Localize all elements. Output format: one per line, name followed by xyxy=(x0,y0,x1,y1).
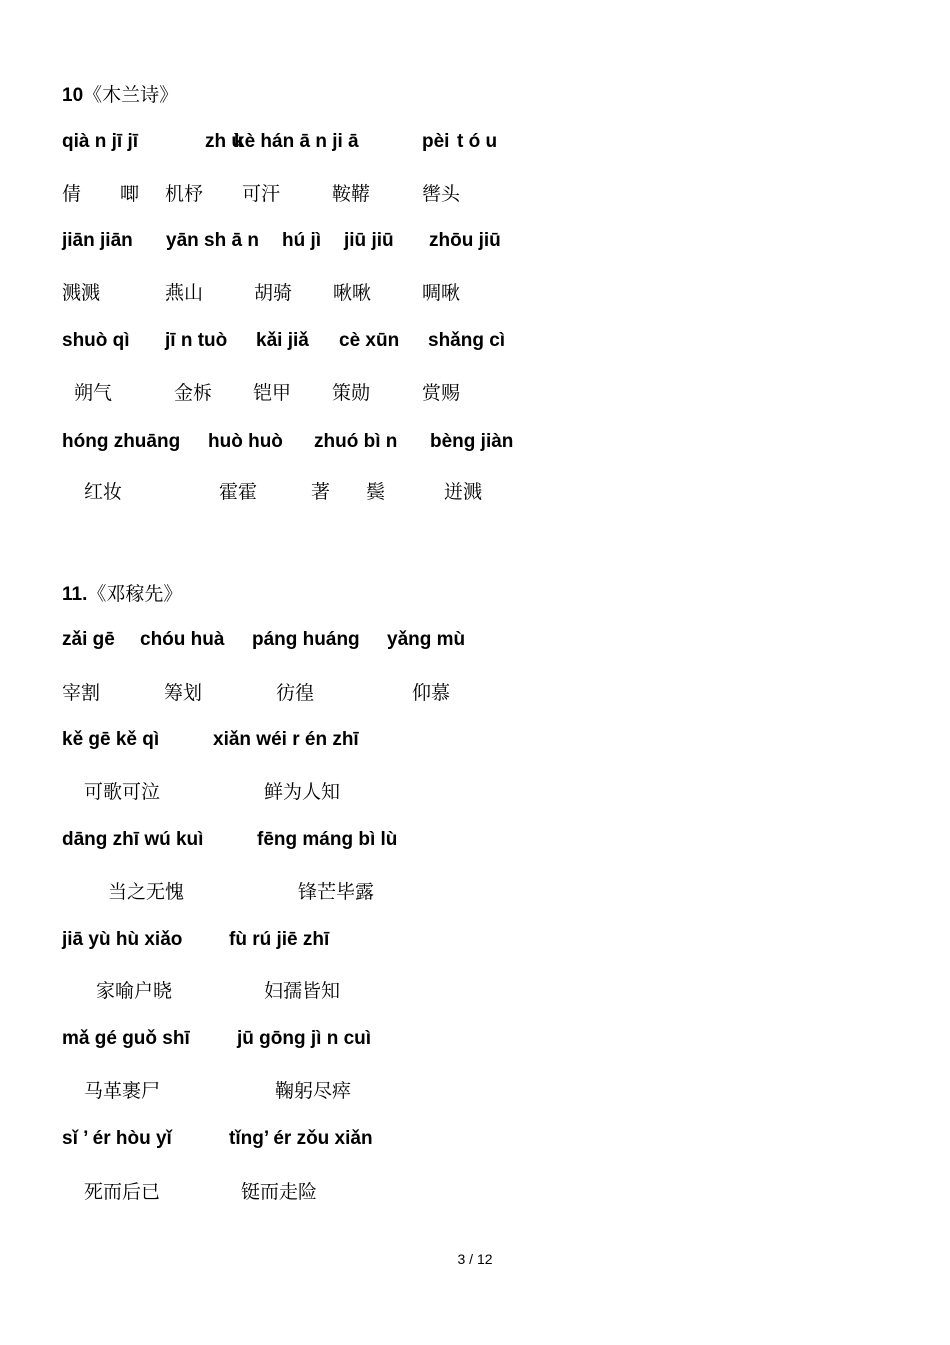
pinyin-word: kě gē kě qì xyxy=(62,729,160,750)
hanzi-word: 红妆 xyxy=(84,481,123,503)
section-title: 《木兰诗》 xyxy=(83,84,179,106)
hanzi-word: 宰割 xyxy=(62,682,101,704)
hanzi-word: 马革裹尸 xyxy=(84,1080,161,1102)
pinyin-word: jū gōng jì n cuì xyxy=(237,1028,372,1049)
hanzi-word: 霍霍 xyxy=(219,481,258,503)
pinyin-word: tǐng’ ér zǒu xiǎn xyxy=(229,1128,373,1149)
hanzi-word: 当之无愧 xyxy=(108,881,185,903)
page-number: 3 / 12 xyxy=(457,1251,493,1267)
pinyin-word: jiā yù hù xiǎo xyxy=(62,929,183,950)
pinyin-word: jiū jiū xyxy=(344,230,394,251)
pinyin-word: zhuó bì n xyxy=(314,431,398,452)
hanzi-word: 死而后已 xyxy=(84,1181,161,1203)
hanzi-word: 仰慕 xyxy=(412,682,451,704)
section-title: 《邓稼先》 xyxy=(87,583,183,605)
hanzi-word: 彷徨 xyxy=(276,682,315,704)
pinyin-word: zhōu jiū xyxy=(429,230,501,251)
hanzi-word: 唧 xyxy=(120,183,140,205)
section-heading-11 xyxy=(62,579,182,606)
hanzi-word: 辔头 xyxy=(422,183,461,205)
section-number: 11. xyxy=(62,584,88,605)
hanzi-word: 著 xyxy=(311,481,331,503)
pinyin-word: zǎi gē xyxy=(62,629,115,650)
pinyin-word: jī n tuò xyxy=(165,330,228,351)
hanzi-word: 妇孺皆知 xyxy=(264,980,341,1002)
pinyin-word: kǎi jiǎ xyxy=(256,330,309,351)
pinyin-word: fù rú jiē zhī xyxy=(229,929,330,950)
hanzi-word: 鬓 xyxy=(366,481,386,503)
hanzi-word: 倩 xyxy=(62,183,82,205)
hanzi-word: 燕山 xyxy=(165,282,204,304)
pinyin-word: zh ù xyxy=(205,131,243,152)
pinyin-word: pèi xyxy=(422,131,450,152)
pinyin-word: huò huò xyxy=(208,431,283,452)
pinyin-word: bèng jiàn xyxy=(430,431,514,452)
pinyin-word: cè xūn xyxy=(339,330,400,351)
hanzi-word: 筹划 xyxy=(164,682,203,704)
hanzi-word: 鞠躬尽瘁 xyxy=(275,1080,352,1102)
hanzi-word: 啾啾 xyxy=(333,282,372,304)
hanzi-word: 机杼 xyxy=(165,183,204,205)
hanzi-word: 鞍鞯 xyxy=(332,183,371,205)
hanzi-word: 溅溅 xyxy=(62,282,101,304)
pinyin-word: hóng zhuāng xyxy=(62,431,181,452)
pinyin-word: qià n jī jī xyxy=(62,131,139,152)
pinyin-word: páng huáng xyxy=(252,629,360,650)
hanzi-word: 啁啾 xyxy=(422,282,461,304)
hanzi-word: 金柝 xyxy=(174,382,213,404)
hanzi-word: 家喻户晓 xyxy=(96,980,173,1002)
pinyin-word: hú jì xyxy=(282,230,322,251)
pinyin-word: dāng zhī wú kuì xyxy=(62,829,204,850)
pinyin-word: fēng máng bì lù xyxy=(257,829,398,850)
pinyin-word: shǎng cì xyxy=(428,330,506,351)
hanzi-word: 胡骑 xyxy=(254,282,293,304)
hanzi-word: 赏赐 xyxy=(422,382,461,404)
pinyin-word: yǎng mù xyxy=(387,629,466,650)
hanzi-word: 策勋 xyxy=(332,382,371,404)
hanzi-word: 可歌可泣 xyxy=(84,781,161,803)
hanzi-word: 迸溅 xyxy=(444,481,483,503)
pinyin-word: t ó u xyxy=(457,131,498,152)
pinyin-word: kè hán ā n ji ā xyxy=(234,131,359,152)
pinyin-word: mǎ gé guǒ shī xyxy=(62,1028,190,1049)
hanzi-word: 铠甲 xyxy=(253,382,292,404)
pinyin-word: shuò qì xyxy=(62,330,130,351)
section-number: 10 xyxy=(62,85,84,106)
hanzi-word: 锋芒毕露 xyxy=(298,881,375,903)
hanzi-word: 可汗 xyxy=(242,183,281,205)
pinyin-word: yān sh ā n xyxy=(166,230,259,251)
section-heading-10 xyxy=(62,80,178,107)
hanzi-word: 铤而走险 xyxy=(241,1181,318,1203)
hanzi-word: 鲜为人知 xyxy=(264,781,341,803)
pinyin-word: xiǎn wéi r én zhī xyxy=(213,729,359,750)
hanzi-word: 朔气 xyxy=(74,382,113,404)
pinyin-word: sǐ ’ ér hòu yǐ xyxy=(62,1128,172,1149)
pinyin-word: jiān jiān xyxy=(62,230,133,251)
pinyin-word: chóu huà xyxy=(140,629,225,650)
